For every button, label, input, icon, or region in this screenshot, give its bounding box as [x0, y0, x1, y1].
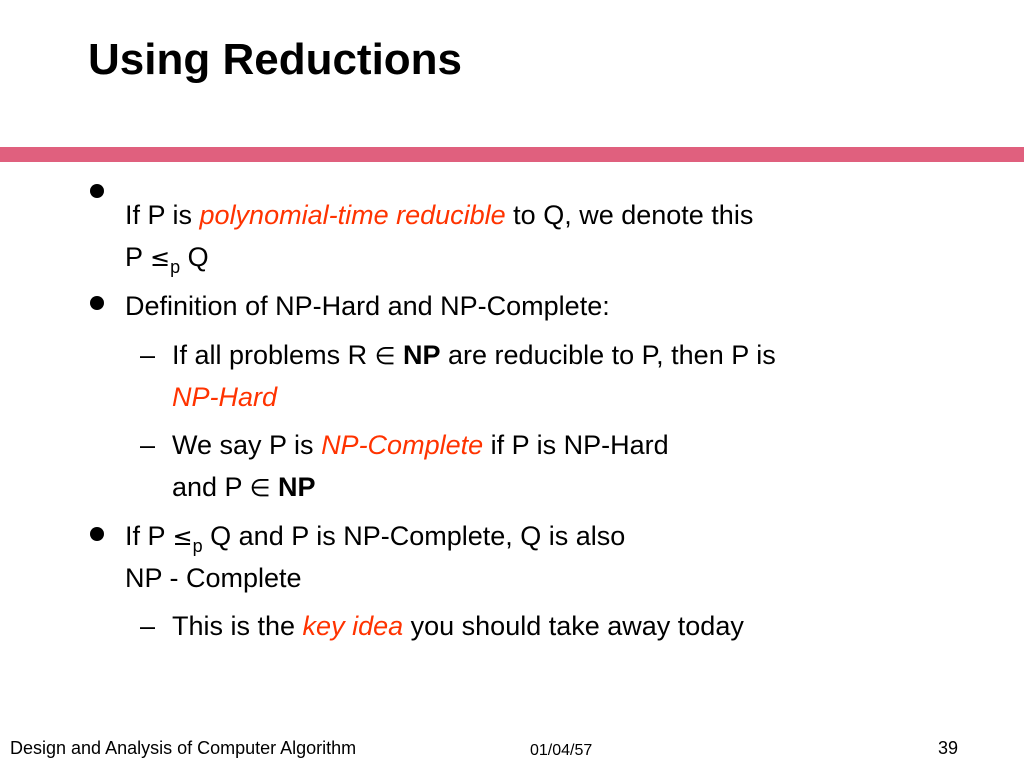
text: P: [125, 242, 151, 272]
dash-marker: –: [140, 430, 156, 460]
bold-text: NP: [278, 472, 316, 502]
element-of-symbol: ∈: [374, 342, 396, 370]
text: We say P is: [172, 430, 322, 460]
emphasis-text: polynomial-time reducible: [199, 200, 506, 230]
text: if P is NP-Hard: [483, 430, 669, 460]
sub-bullet-1-line-1: [172, 334, 776, 377]
text: If P is: [125, 200, 200, 230]
bold-text: NP: [403, 340, 441, 370]
footer-page-number: 39: [938, 738, 959, 758]
bullet-dot-icon: [90, 527, 104, 541]
footer-course-title: Design and Analysis of Computer Algorithm: [10, 738, 357, 758]
emphasis-text: NP-Hard: [172, 382, 278, 412]
text: you should take away today: [403, 611, 744, 641]
text: Q and P is NP-Complete, Q is also: [202, 521, 626, 551]
bullet-3-line-1: [125, 515, 625, 560]
text: If P: [125, 521, 173, 551]
emphasis-text: NP-Complete: [321, 430, 484, 460]
dash-marker: –: [140, 340, 156, 370]
bullet-3-line-2: NP - Complete: [125, 563, 302, 593]
subscript: p: [192, 536, 203, 556]
bullet-dot-icon: [90, 296, 104, 310]
bullet-dot-icon: [90, 184, 104, 198]
dash-marker: –: [140, 611, 156, 641]
text: This is the: [172, 611, 303, 641]
text: and P: [172, 472, 250, 502]
element-of-symbol: ∈: [249, 474, 271, 502]
text: are reducible to P, then P is: [440, 340, 776, 370]
text: Q: [180, 242, 209, 272]
title-divider: [0, 147, 1024, 162]
subscript: p: [170, 257, 181, 277]
bullet-1-line-2: [125, 236, 209, 281]
footer-date: 01/04/57: [530, 742, 593, 759]
sub-bullet-2-line-1: [172, 424, 669, 466]
emphasis-text: key idea: [302, 611, 404, 641]
leq-symbol: ≤: [172, 523, 193, 551]
text: If all problems R: [172, 340, 375, 370]
sub-bullet-2-line-2: [172, 466, 316, 509]
bullet-1-line-1: [125, 194, 753, 236]
slide-title: Using Reductions: [88, 35, 463, 84]
bullet-2-line-1: Definition of NP-Hard and NP-Complete:: [125, 291, 610, 321]
text: to Q, we denote this: [505, 200, 754, 230]
sub-bullet-1-line-2: [172, 376, 277, 418]
leq-symbol: ≤: [150, 244, 171, 272]
sub-bullet-3-line-1: [172, 605, 744, 647]
